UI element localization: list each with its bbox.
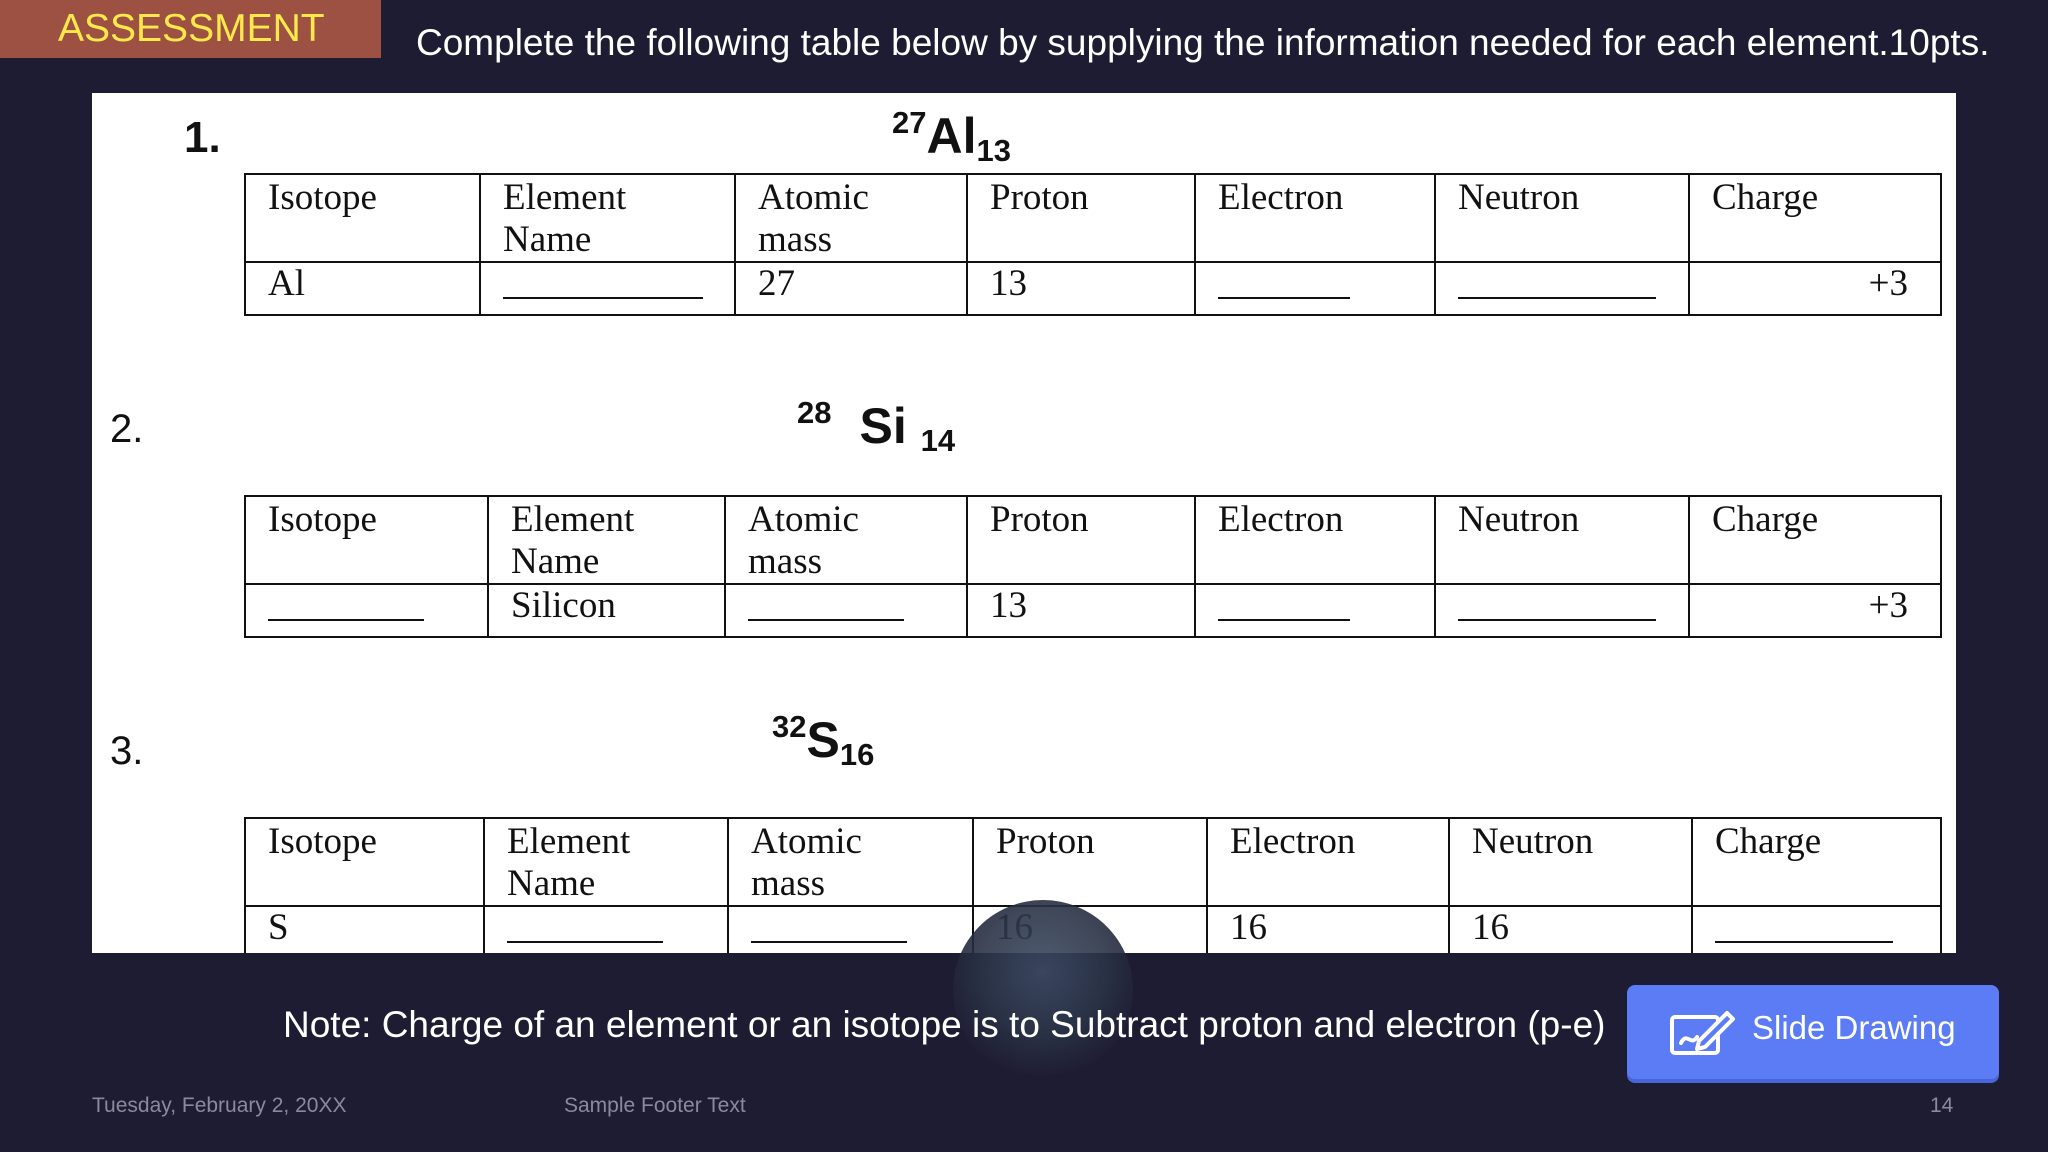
blank-answer	[1195, 584, 1435, 637]
header-cell: Neutron	[1435, 174, 1689, 262]
problem-number: 1.	[184, 113, 221, 162]
atomic-number: 14	[920, 423, 956, 458]
value-cell: +3	[1689, 262, 1941, 315]
value-cell: Al	[245, 262, 480, 315]
header-cell: Isotope	[245, 496, 488, 584]
header-cell: Element Name	[484, 818, 728, 906]
header-cell: Neutron	[1435, 496, 1689, 584]
blank-answer	[1435, 262, 1689, 315]
element-symbol: S	[806, 712, 840, 768]
slide-drawing-label: Slide Drawing	[1752, 1009, 1956, 1046]
problem-number: 2.	[110, 407, 144, 451]
header-cell: Atomic mass	[728, 818, 973, 906]
header-cell: Proton	[973, 818, 1207, 906]
page-number: 14	[1930, 1094, 1954, 1117]
element-symbol: Al	[926, 108, 977, 164]
value-cell: 27	[735, 262, 967, 315]
decorative-orb	[953, 900, 1133, 1080]
header-cell: Isotope	[245, 818, 484, 906]
slide-drawing-button[interactable]	[1627, 985, 1999, 1079]
header-cell: Neutron	[1449, 818, 1692, 906]
header-cell: Atomic mass	[735, 174, 967, 262]
mass-number: 27	[892, 105, 927, 140]
problem-number: 3.	[110, 729, 144, 773]
header-cell: Proton	[967, 174, 1195, 262]
footer-text: Sample Footer Text	[564, 1094, 746, 1117]
footer-date: Tuesday, February 2, 20XX	[92, 1094, 347, 1117]
isotope-notation	[772, 709, 875, 772]
header-cell: Proton	[967, 496, 1195, 584]
blank-answer	[1435, 584, 1689, 637]
atomic-number: 13	[976, 133, 1011, 168]
blank-answer	[1692, 906, 1941, 953]
mass-number: 32	[772, 709, 807, 744]
pen-tablet-icon	[1669, 1007, 1735, 1057]
worksheet-image	[92, 93, 1956, 953]
value-cell: 16	[1207, 906, 1449, 953]
element-table	[244, 173, 1942, 316]
header-cell: Charge	[1689, 174, 1941, 262]
blank-answer	[728, 906, 973, 953]
value-cell: Silicon	[488, 584, 725, 637]
value-cell: 13	[967, 262, 1195, 315]
header-cell: Charge	[1692, 818, 1941, 906]
value-cell: S	[245, 906, 484, 953]
element-symbol: Si	[859, 398, 907, 454]
value-cell: 16	[1449, 906, 1692, 953]
blank-answer	[1195, 262, 1435, 315]
header-cell: Electron	[1195, 496, 1435, 584]
blank-answer	[480, 262, 735, 315]
header-cell: Isotope	[245, 174, 480, 262]
value-cell: 13	[967, 584, 1195, 637]
element-table	[244, 495, 1942, 638]
atomic-number: 16	[839, 737, 875, 772]
isotope-notation	[892, 105, 1011, 168]
value-cell: +3	[1689, 584, 1941, 637]
mass-number: 28	[797, 395, 832, 430]
isotope-notation	[797, 395, 956, 458]
blank-answer	[725, 584, 967, 637]
note-text: Note: Charge of an element or an isotope is to Subtract proton and electron (p-e)	[283, 1004, 1606, 1045]
header-cell: Element Name	[488, 496, 725, 584]
assessment-badge: ASSESSMENT	[0, 0, 381, 58]
header-cell: Atomic mass	[725, 496, 967, 584]
header-cell: Electron	[1207, 818, 1449, 906]
header-cell: Electron	[1195, 174, 1435, 262]
blank-answer	[245, 584, 488, 637]
header-cell: Charge	[1689, 496, 1941, 584]
instruction-text: Complete the following table below by supplying the information needed for each element.10pts.	[416, 22, 1990, 63]
blank-answer	[484, 906, 728, 953]
header-cell: Element Name	[480, 174, 735, 262]
